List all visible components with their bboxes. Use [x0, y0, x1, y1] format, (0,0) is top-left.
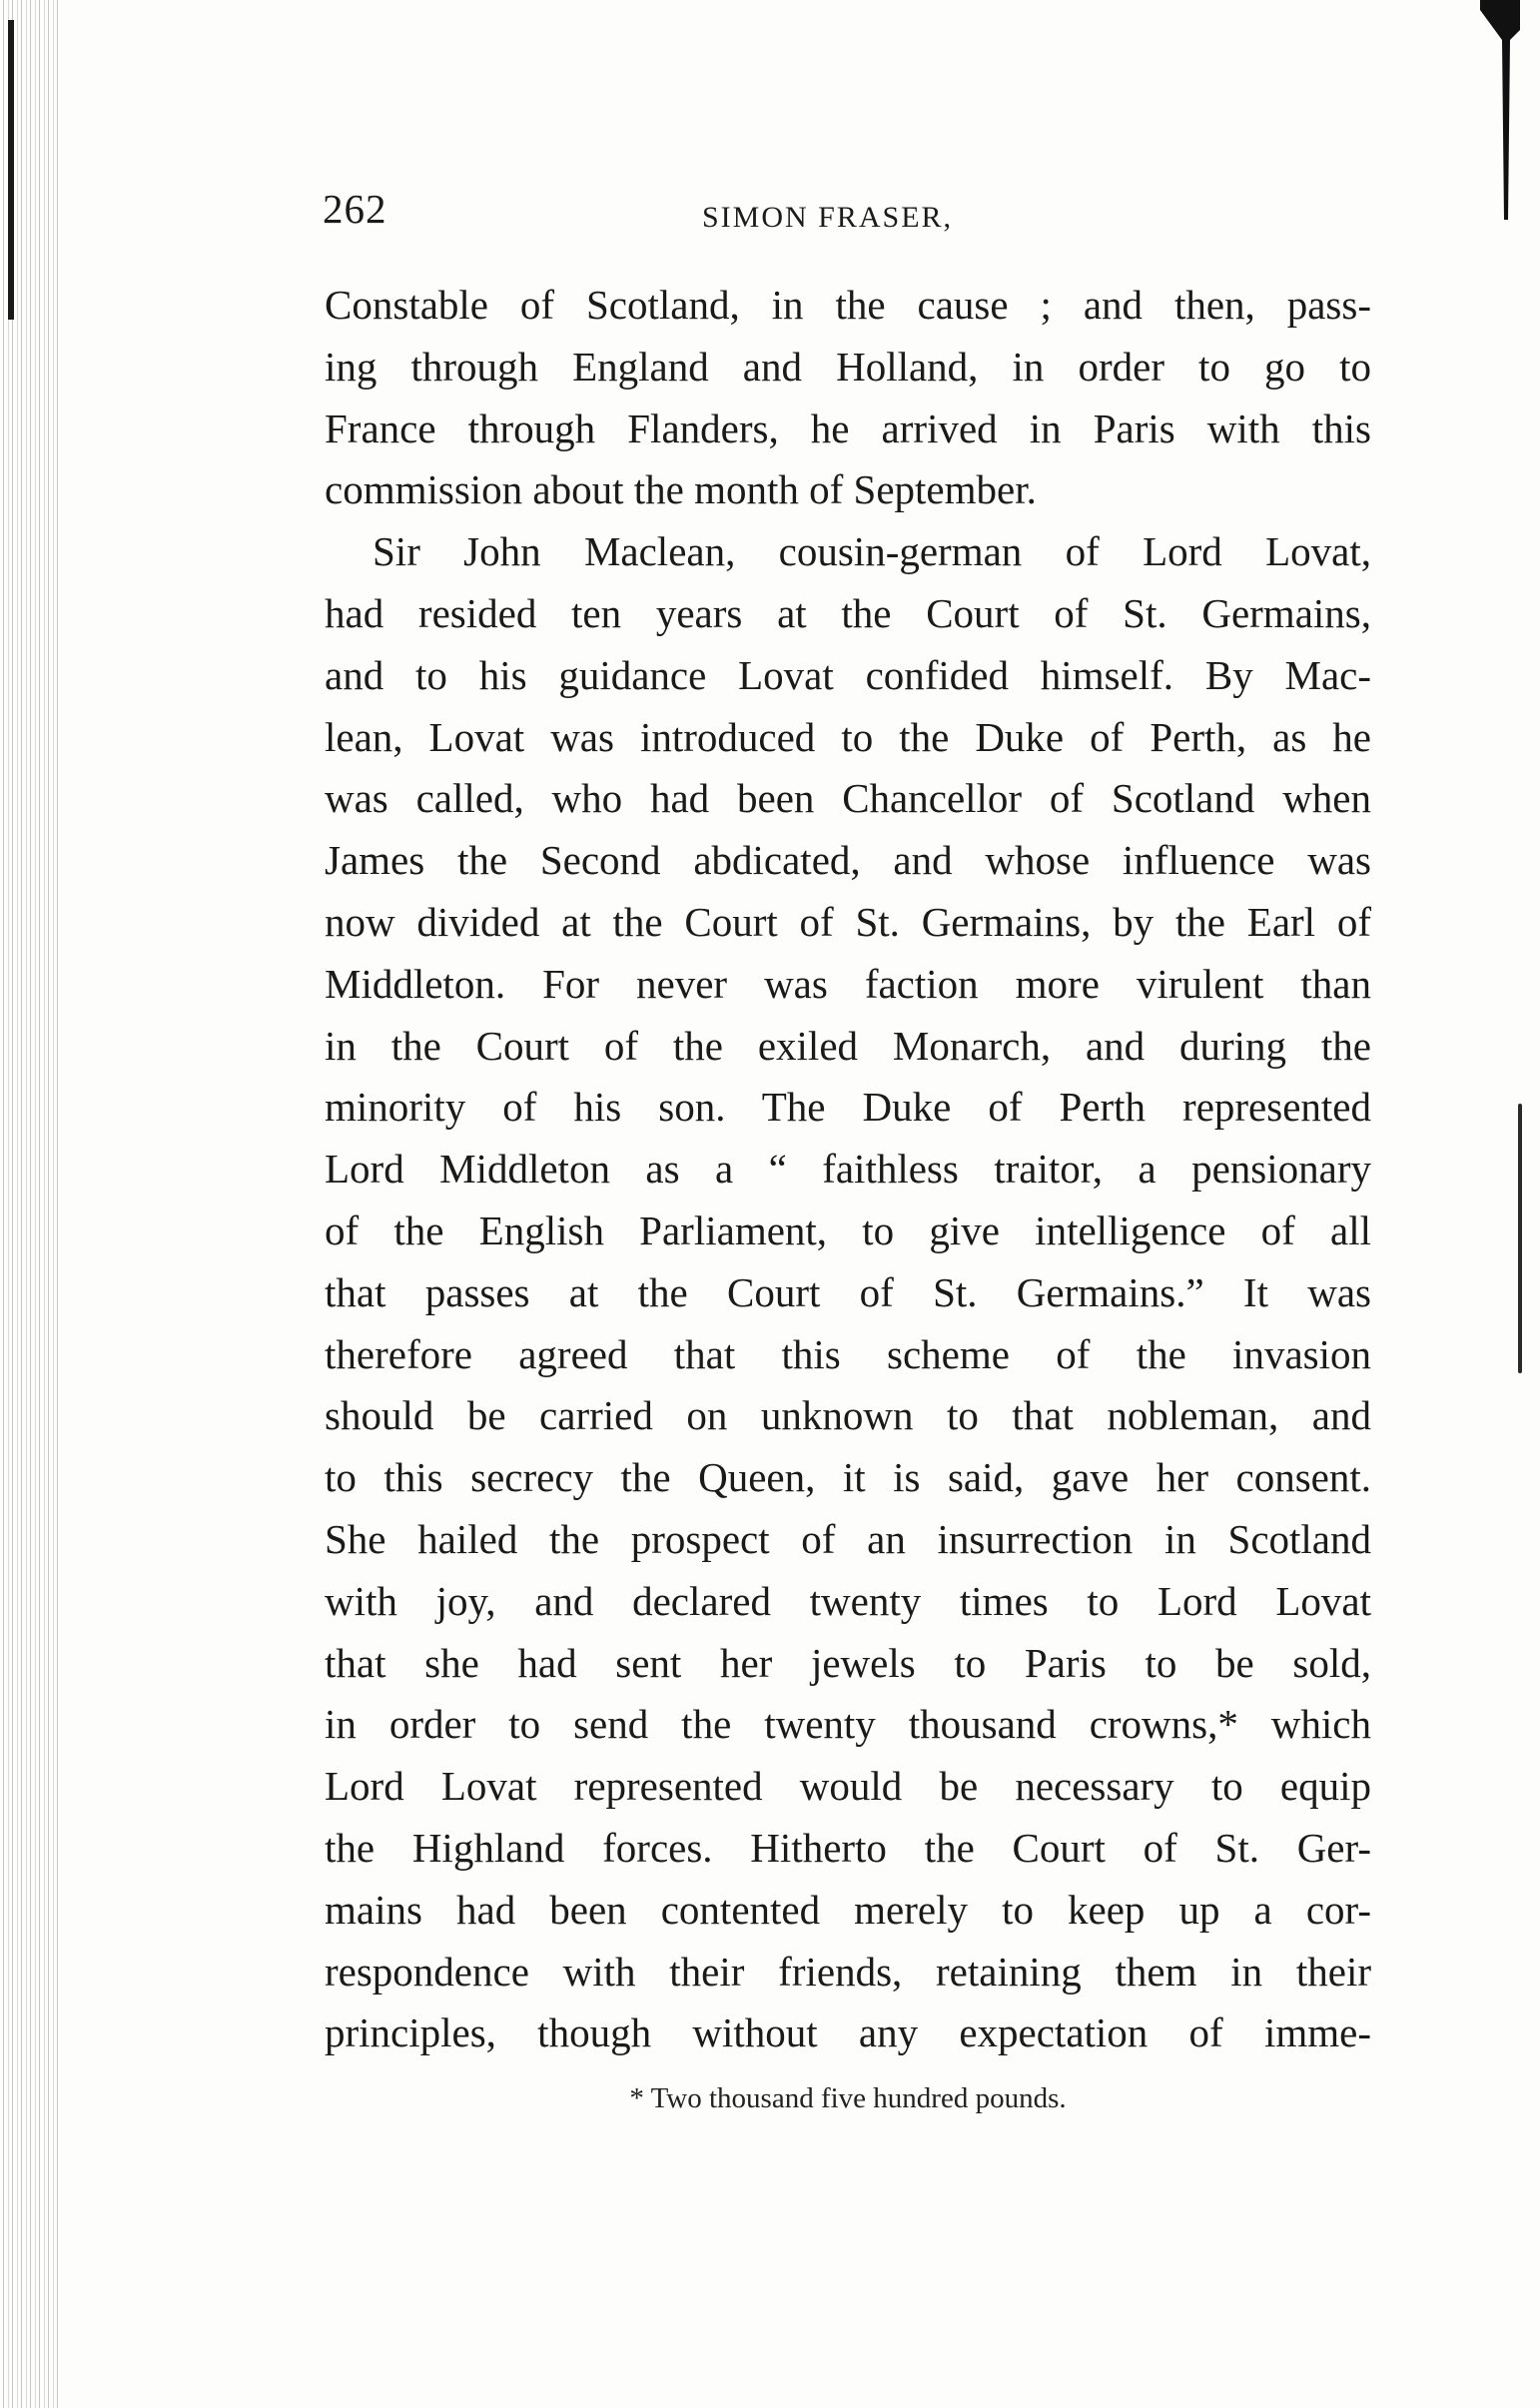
text-line: of the English Parliament, to give intelligence of all: [325, 1206, 1371, 1253]
text-line: in the Court of the exiled Monarch, and during the: [325, 1022, 1371, 1069]
text-line: France through Flanders, he arrived in Paris with this: [325, 404, 1371, 451]
text-line: lean, Lovat was introduced to the Duke of Perth, as he: [325, 713, 1371, 760]
scan-gutter: [0, 0, 58, 2408]
text-line: now divided at the Court of St. Germains, by the Earl of: [325, 898, 1371, 945]
text-line: Constable of Scotland, in the cause ; and then, pass-: [325, 282, 1371, 328]
scan-gutter-mark: [8, 20, 14, 320]
text-line: in order to send the twenty thousand crowns,* which: [325, 1701, 1371, 1748]
text-line: commission about the month of September.: [325, 466, 1037, 513]
text-line: ing through England and Holland, in order to go to: [325, 343, 1371, 390]
text-line: should be carried on unknown to that nobleman, and: [325, 1392, 1371, 1439]
text-line: She hailed the prospect of an insurrection in Scotland: [325, 1515, 1371, 1562]
running-title: SIMON FRASER,: [702, 201, 954, 234]
scan-edge-mark: [1518, 1104, 1522, 1373]
text-line: mains had been contented merely to keep up a cor-: [325, 1886, 1371, 1933]
text-line: that passes at the Court of St. Germains.” It was: [325, 1268, 1371, 1315]
page-header: [323, 185, 1371, 245]
text-line: minority of his son. The Duke of Perth represented: [325, 1084, 1371, 1131]
text-line: therefore agreed that this scheme of the invasion: [325, 1330, 1371, 1377]
text-line: Lord Middleton as a “ faithless traitor, a pensionary: [325, 1146, 1371, 1193]
text-line: the Highland forces. Hitherto the Court of St. Ger-: [325, 1824, 1371, 1871]
text-line: and to his guidance Lovat confided himself. By Mac-: [325, 651, 1371, 698]
paragraph: [325, 521, 1371, 2064]
text-line: Middleton. For never was faction more virulent than: [325, 960, 1371, 1007]
text-line: with joy, and declared twenty times to Lord Lovat: [325, 1577, 1371, 1624]
text-line: principles, though without any expectation of imme-: [325, 2009, 1371, 2056]
body-text: [325, 275, 1371, 2064]
page-number: 262: [323, 186, 387, 232]
footnote: * Two thousand five hundred pounds.: [629, 2082, 1067, 2114]
text-line: to this secrecy the Queen, it is said, gave her consent.: [325, 1454, 1371, 1501]
text-line: had resided ten years at the Court of St. Germains,: [325, 589, 1371, 636]
text-line: respondence with their friends, retaining them in their: [325, 1948, 1371, 1995]
text-line: that she had sent her jewels to Paris to be sold,: [325, 1639, 1371, 1686]
text-line: Lord Lovat represented would be necessary to equip: [325, 1763, 1371, 1810]
scan-corner-mark: [1480, 0, 1520, 220]
text-line: Sir John Maclean, cousin-german of Lord Lovat,: [373, 528, 1371, 575]
paragraph: [325, 275, 1371, 521]
text-line: James the Second abdicated, and whose influence was: [325, 837, 1371, 884]
text-line: was called, who had been Chancellor of Scotland when: [325, 775, 1371, 822]
